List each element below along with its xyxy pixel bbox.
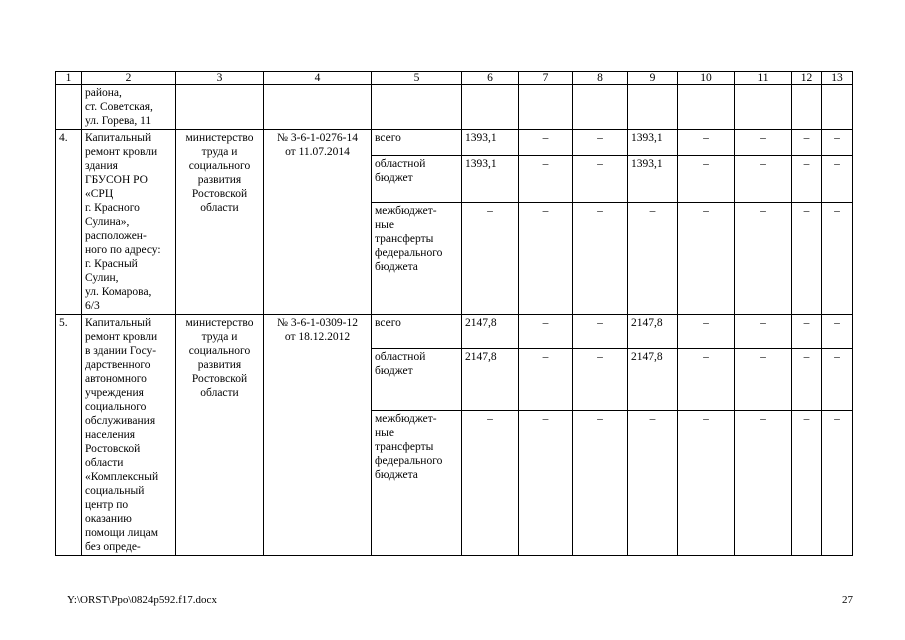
funding-source-cell bbox=[372, 203, 462, 315]
text-line: бюджет bbox=[375, 364, 413, 377]
text-line: всего bbox=[375, 132, 401, 144]
text-line: социального bbox=[188, 345, 251, 357]
value-cell: – bbox=[573, 155, 628, 202]
text-line: № 3-6-1-0276-14 bbox=[277, 132, 358, 144]
value-cell: – bbox=[735, 348, 792, 410]
value-cell bbox=[573, 85, 628, 130]
funding-source-cell bbox=[372, 315, 462, 349]
value-cell: 2147,8 bbox=[628, 348, 678, 410]
value-cell: – bbox=[822, 315, 853, 349]
text-line: центр по bbox=[85, 499, 129, 511]
text-line: ул. Комарова, bbox=[85, 286, 152, 298]
value-cell: 1393,1 bbox=[628, 130, 678, 156]
text-line: обслуживания bbox=[85, 415, 156, 427]
text-line: трансферты bbox=[375, 233, 434, 246]
text-line: расположен- bbox=[85, 230, 147, 242]
value-cell: 1393,1 bbox=[628, 155, 678, 202]
text-line: Сулин, bbox=[85, 272, 119, 284]
value-cell: – bbox=[822, 410, 853, 555]
organization-cell bbox=[176, 130, 264, 315]
budget-table bbox=[55, 71, 853, 556]
value-cell: – bbox=[735, 155, 792, 202]
text-line: оказанию bbox=[85, 513, 132, 525]
text-line: труда и bbox=[201, 331, 238, 343]
funding-source-cell bbox=[372, 348, 462, 410]
value-cell: – bbox=[519, 348, 573, 410]
text-line: федерального bbox=[375, 247, 443, 260]
object-name-cell bbox=[82, 130, 176, 315]
value-cell bbox=[628, 85, 678, 130]
col-header: 10 bbox=[678, 72, 735, 85]
document-cell bbox=[264, 315, 372, 556]
value-cell: – bbox=[573, 130, 628, 156]
text-line: ного по адресу: bbox=[85, 244, 161, 256]
value-cell: – bbox=[792, 130, 822, 156]
value-cell: 1393,1 bbox=[462, 130, 519, 156]
col-header: 6 bbox=[462, 72, 519, 85]
value-cell: – bbox=[678, 130, 735, 156]
value-cell bbox=[822, 85, 853, 130]
value-cell bbox=[678, 85, 735, 130]
value-cell: – bbox=[822, 155, 853, 202]
text-line: здания bbox=[85, 160, 118, 172]
value-cell: – bbox=[792, 348, 822, 410]
value-cell: – bbox=[678, 203, 735, 315]
text-line: учреждения bbox=[85, 387, 144, 399]
text-line: области bbox=[200, 387, 239, 399]
object-name-cell bbox=[82, 315, 176, 556]
value-cell: – bbox=[678, 410, 735, 555]
text-line: области bbox=[85, 457, 124, 469]
text-line: «Комплексный bbox=[85, 471, 159, 483]
text-line: федерального bbox=[375, 454, 443, 467]
text-line: г. Красный bbox=[85, 258, 138, 270]
text-line: помощи лицам bbox=[85, 527, 159, 539]
text-line: областной bbox=[375, 350, 426, 363]
col-header: 7 bbox=[519, 72, 573, 85]
value-cell: – bbox=[519, 203, 573, 315]
value-cell: – bbox=[735, 203, 792, 315]
text-line: труда и bbox=[201, 146, 238, 158]
value-cell: – bbox=[822, 203, 853, 315]
organization-cell bbox=[176, 315, 264, 556]
funding-source-cell bbox=[372, 155, 462, 202]
value-cell: – bbox=[792, 410, 822, 555]
text-line: ремонт кровли bbox=[85, 331, 158, 343]
text-line: Ростовской bbox=[191, 188, 248, 200]
value-cell: – bbox=[519, 130, 573, 156]
value-cell: – bbox=[792, 155, 822, 202]
value-cell: – bbox=[628, 203, 678, 315]
value-cell: – bbox=[573, 315, 628, 349]
value-cell: – bbox=[678, 348, 735, 410]
text-line: Ростовской bbox=[85, 443, 141, 455]
value-cell: 2147,8 bbox=[628, 315, 678, 349]
col-header: 11 bbox=[735, 72, 792, 85]
text-line: Капитальный bbox=[85, 317, 152, 329]
col-header: 13 bbox=[822, 72, 853, 85]
text-line: ГБУСОН РО bbox=[85, 174, 148, 186]
col-header: 4 bbox=[264, 72, 372, 85]
text-line: № 3-6-1-0309-12 bbox=[277, 317, 358, 329]
value-cell: – bbox=[628, 410, 678, 555]
col-header: 1 bbox=[56, 72, 82, 85]
value-cell: – bbox=[573, 410, 628, 555]
col-header: 3 bbox=[176, 72, 264, 85]
value-cell bbox=[792, 85, 822, 130]
text-line: ул. Горева, 11 bbox=[85, 115, 152, 127]
num-cell bbox=[56, 85, 82, 130]
value-cell: 2147,8 bbox=[462, 348, 519, 410]
col-header: 12 bbox=[792, 72, 822, 85]
value-cell: 2147,8 bbox=[462, 315, 519, 349]
text-line: бюджета bbox=[375, 468, 418, 481]
text-line: социальный bbox=[85, 485, 145, 497]
text-line: социального bbox=[188, 160, 251, 172]
text-line: ст. Советская, bbox=[85, 101, 153, 113]
org-cell bbox=[176, 85, 264, 130]
text-line: ремонт кровли bbox=[85, 146, 158, 158]
text-line: 6/3 bbox=[85, 300, 100, 312]
text-line: бюджета bbox=[375, 261, 418, 274]
text-line: межбюджет- bbox=[375, 205, 437, 218]
value-cell: – bbox=[462, 203, 519, 315]
text-line: от 18.12.2012 bbox=[284, 331, 351, 343]
value-cell: – bbox=[735, 410, 792, 555]
text-line: развития bbox=[197, 359, 242, 371]
table-row bbox=[56, 130, 853, 156]
text-line: Капитальный bbox=[85, 132, 152, 144]
text-line: района, bbox=[85, 87, 122, 99]
source-cell bbox=[372, 85, 462, 130]
col-header: 9 bbox=[628, 72, 678, 85]
col-header: 5 bbox=[372, 72, 462, 85]
text-line: «СРЦ bbox=[85, 188, 114, 200]
value-cell: – bbox=[792, 315, 822, 349]
row-number: 5. bbox=[56, 315, 82, 556]
value-cell: – bbox=[735, 315, 792, 349]
funding-source-cell bbox=[372, 130, 462, 156]
text-line: в здании Госу- bbox=[85, 345, 157, 357]
funding-source-cell bbox=[372, 410, 462, 555]
header-row bbox=[56, 72, 853, 85]
value-cell: – bbox=[735, 130, 792, 156]
value-cell: – bbox=[519, 315, 573, 349]
value-cell: – bbox=[462, 410, 519, 555]
text-line: области bbox=[200, 202, 239, 214]
col-header: 2 bbox=[82, 72, 176, 85]
text-line: ные bbox=[375, 426, 394, 439]
page-number: 27 bbox=[842, 594, 853, 606]
value-cell: – bbox=[792, 203, 822, 315]
value-cell: – bbox=[573, 348, 628, 410]
text-line: Ростовской bbox=[191, 373, 248, 385]
doc-cell bbox=[264, 85, 372, 130]
text-line: от 11.07.2014 bbox=[285, 146, 350, 158]
text-line: министерство bbox=[185, 317, 254, 329]
value-cell: – bbox=[573, 203, 628, 315]
text-line: межбюджет- bbox=[375, 412, 437, 425]
value-cell: – bbox=[822, 130, 853, 156]
value-cell: – bbox=[678, 155, 735, 202]
text-line: Сулина», bbox=[85, 216, 130, 228]
text-line: областной bbox=[375, 157, 426, 170]
value-cell: 1393,1 bbox=[462, 155, 519, 202]
col-header: 8 bbox=[573, 72, 628, 85]
value-cell bbox=[735, 85, 792, 130]
text-line: министерство bbox=[185, 132, 254, 144]
table-row bbox=[56, 315, 853, 349]
text-line: трансферты bbox=[375, 440, 434, 453]
text-line: ные bbox=[375, 219, 394, 232]
value-cell: – bbox=[519, 410, 573, 555]
value-cell: – bbox=[678, 315, 735, 349]
value-cell: – bbox=[519, 155, 573, 202]
text-line: развития bbox=[197, 174, 242, 186]
document-cell bbox=[264, 130, 372, 315]
value-cell bbox=[462, 85, 519, 130]
text-line: дарственного bbox=[85, 359, 151, 371]
text-line: автономного bbox=[85, 373, 147, 385]
text-line: без опреде- bbox=[85, 541, 141, 553]
continued-row bbox=[56, 85, 853, 130]
name-cell bbox=[82, 85, 176, 130]
footer-file-path: Y:\ORST\Ppo\0824p592.f17.docx bbox=[67, 594, 217, 606]
text-line: бюджет bbox=[375, 171, 413, 184]
text-line: населения bbox=[85, 429, 136, 441]
text-line: всего bbox=[375, 317, 401, 329]
text-line: г. Красного bbox=[85, 202, 140, 214]
value-cell: – bbox=[822, 348, 853, 410]
row-number: 4. bbox=[56, 130, 82, 315]
text-line: социального bbox=[85, 401, 147, 413]
value-cell bbox=[519, 85, 573, 130]
